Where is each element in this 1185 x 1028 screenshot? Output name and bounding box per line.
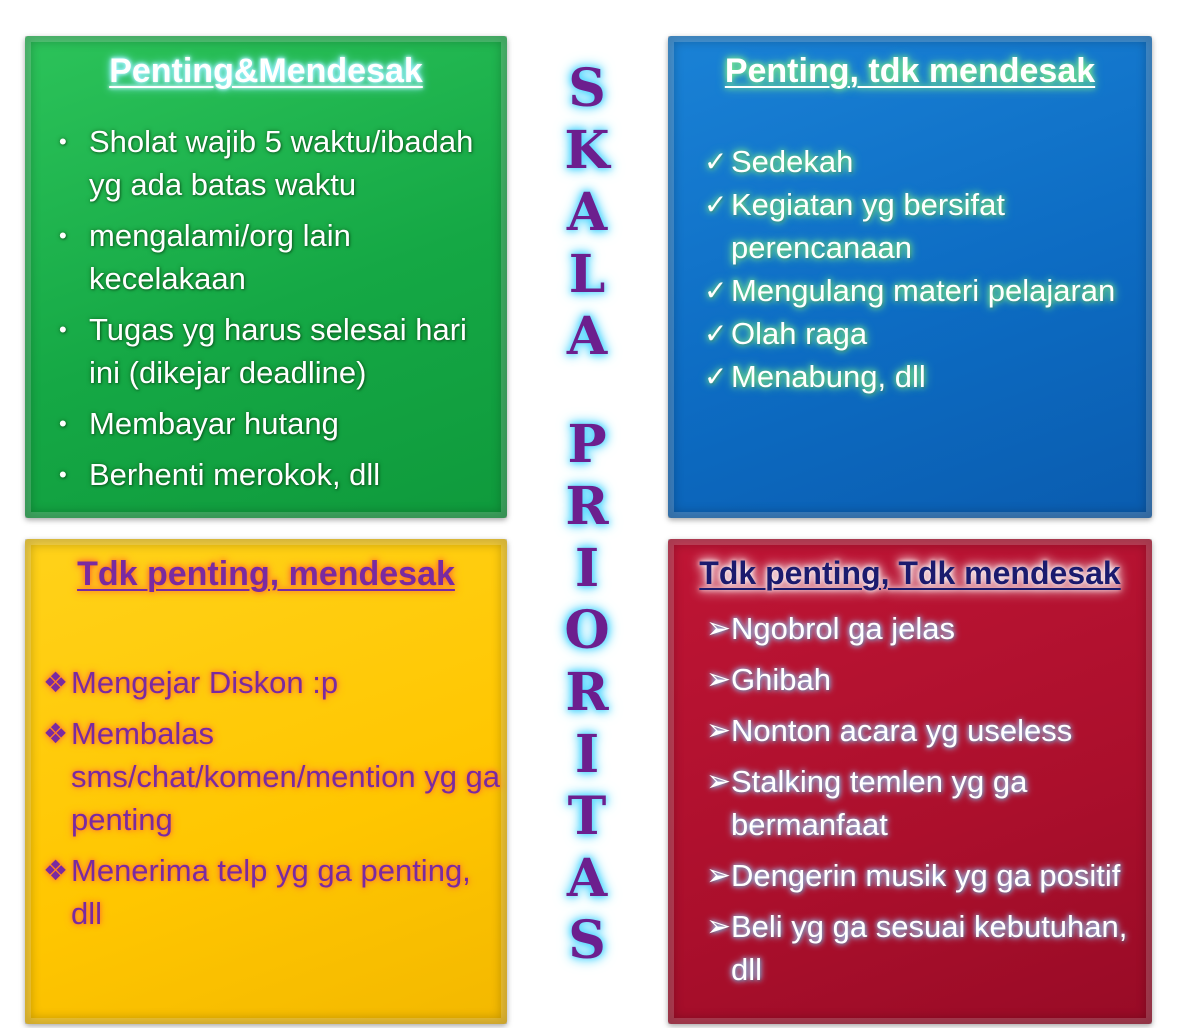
item-text: Membalas sms/chat/komen/mention yg ga penting <box>71 716 501 837</box>
quadrant-title: Tdk penting, mendesak <box>77 555 455 593</box>
list-item <box>686 854 1136 897</box>
list-item <box>686 709 1136 752</box>
vertical-letter: L <box>568 244 606 305</box>
item-text: Mengejar Diskon :p <box>71 665 339 700</box>
diamond-icon: ❖ <box>43 667 69 698</box>
vertical-letter: A <box>566 182 608 243</box>
vertical-title-skala-prioritas <box>552 58 622 972</box>
item-text: Ghibah <box>731 662 831 697</box>
quadrant-title: Penting&Mendesak <box>109 52 423 90</box>
bullet-icon: • <box>59 129 67 154</box>
vertical-letter: S <box>568 910 606 971</box>
vertical-letter: S <box>568 58 606 119</box>
list-item <box>686 760 1136 846</box>
item-text: Membayar hutang <box>89 406 339 441</box>
item-text: Sedekah <box>731 144 854 179</box>
list-item <box>686 607 1136 650</box>
diamond-icon: ❖ <box>43 718 69 749</box>
vertical-letter: R <box>565 662 609 723</box>
list-item <box>43 712 503 841</box>
diamond-icon: ❖ <box>43 855 69 886</box>
item-list <box>43 120 498 496</box>
list-item <box>43 214 498 300</box>
quadrant-not-important-urgent <box>25 539 507 1024</box>
list-item <box>686 658 1136 701</box>
vertical-letter: O <box>564 600 610 661</box>
vertical-letter: A <box>566 306 608 367</box>
vertical-letter: T <box>567 786 607 847</box>
item-text: Sholat wajib 5 waktu/ibadah yg ada batas waktu <box>89 124 474 202</box>
vertical-letter: P <box>567 414 607 475</box>
check-icon: ✓ <box>704 189 728 220</box>
list-item <box>686 269 1126 312</box>
bullet-icon: • <box>59 462 67 487</box>
vertical-letter: I <box>574 724 600 785</box>
item-text: Menabung, dll <box>731 359 926 394</box>
bullet-icon: • <box>59 223 67 248</box>
item-text: Berhenti merokok, dll <box>89 457 381 492</box>
item-text: Kegiatan yg bersifat perencanaan <box>731 187 1006 265</box>
item-list <box>686 607 1136 991</box>
word-gap <box>552 368 622 414</box>
check-icon: ✓ <box>704 361 728 392</box>
item-text: Tugas yg harus selesai hari ini (dikejar deadline) <box>89 312 467 390</box>
item-list <box>686 140 1126 398</box>
vertical-letter: A <box>566 848 608 909</box>
item-text: Ngobrol ga jelas <box>731 611 956 646</box>
check-icon: ✓ <box>704 275 728 306</box>
item-text: Mengulang materi pelajaran <box>731 273 1116 308</box>
list-item <box>43 120 498 206</box>
item-text: Dengerin musik yg ga positif <box>731 858 1121 893</box>
item-text: Nonton acara yg useless <box>731 713 1073 748</box>
list-item <box>686 355 1126 398</box>
vertical-letter: R <box>565 476 609 537</box>
quadrant-title: Tdk penting, Tdk mendesak <box>699 555 1121 591</box>
list-item <box>686 312 1126 355</box>
quadrant-title: Penting, tdk mendesak <box>724 52 1096 90</box>
list-item <box>686 140 1126 183</box>
arrow-icon: ➢ <box>706 910 732 943</box>
list-item <box>43 453 498 496</box>
bullet-icon: • <box>59 411 67 436</box>
item-text: Menerima telp yg ga penting, dll <box>71 853 471 931</box>
item-text: Stalking temlen yg ga bermanfaat <box>731 764 1028 842</box>
list-item <box>686 183 1126 269</box>
list-item <box>43 849 503 935</box>
bullet-icon: • <box>59 317 67 342</box>
list-item <box>43 661 503 704</box>
vertical-letter: K <box>564 120 610 181</box>
arrow-icon: ➢ <box>706 612 732 645</box>
vertical-letter: I <box>574 538 600 599</box>
quadrant-not-important-not-urgent <box>668 539 1152 1024</box>
item-text: mengalami/org lain kecelakaan <box>89 218 351 296</box>
list-item <box>43 308 498 394</box>
item-list <box>43 661 503 935</box>
item-text: Beli yg ga sesuai kebutuhan, dll <box>731 909 1128 987</box>
list-item <box>43 402 498 445</box>
quadrant-important-urgent <box>25 36 507 518</box>
check-icon: ✓ <box>704 318 728 349</box>
check-icon: ✓ <box>704 146 728 177</box>
arrow-icon: ➢ <box>706 663 732 696</box>
arrow-icon: ➢ <box>706 859 732 892</box>
arrow-icon: ➢ <box>706 714 732 747</box>
list-item <box>686 905 1136 991</box>
item-text: Olah raga <box>731 316 868 351</box>
quadrant-important-not-urgent <box>668 36 1152 518</box>
arrow-icon: ➢ <box>706 765 732 798</box>
